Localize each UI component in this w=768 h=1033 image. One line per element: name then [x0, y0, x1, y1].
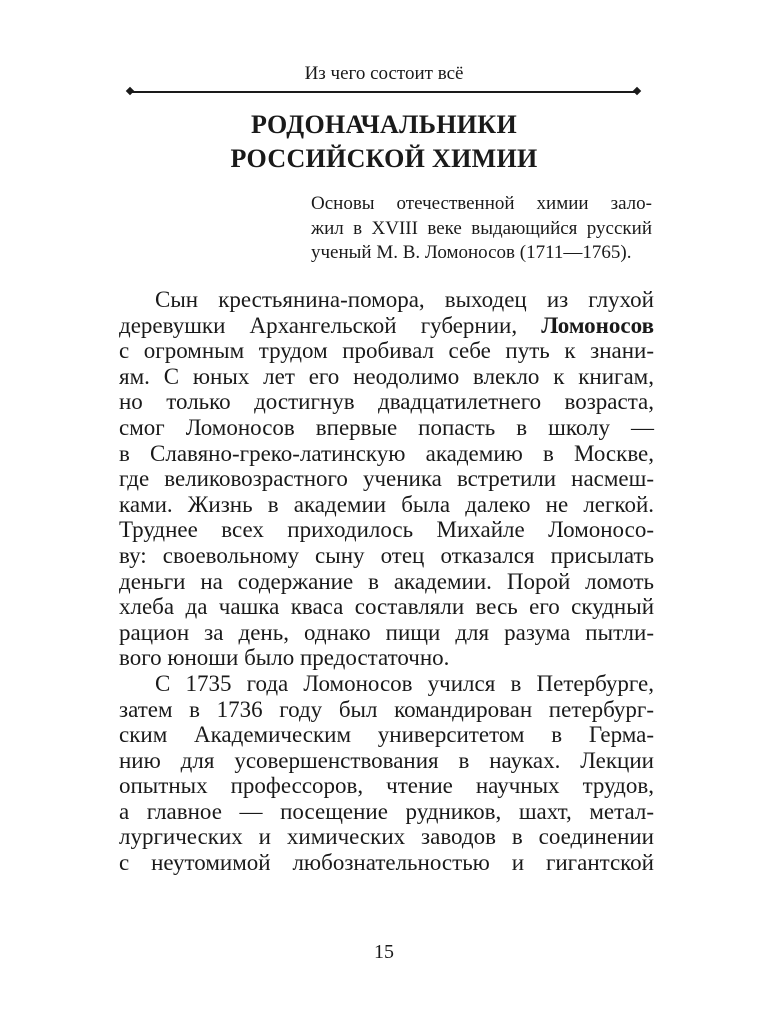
text-line: вого юноши было предостаточно.	[119, 645, 450, 671]
text-line: Сын крестьянина-помора, выходец из глухой	[155, 287, 654, 312]
text-line: но только достигнув двадцатилетнего возраста,	[119, 389, 654, 415]
text-line: ками. Жизнь в академии была далеко не легкой.	[119, 491, 654, 517]
text-line: лургических и химических заводов в соединении	[119, 824, 654, 850]
text-line: а главное — посещение рудников, шахт, метал-	[119, 798, 654, 824]
bold-name: Ломоносов	[541, 312, 654, 338]
text-line	[119, 313, 654, 339]
text-line: С 1735 года Ломоносов учился в Петербурге,	[155, 670, 654, 696]
text-line: ям. С юных лет его неодолимо влекло к книгам,	[119, 363, 654, 389]
text-line: с неутомимой любознательностью и гигантской	[119, 850, 654, 876]
page-number: 15	[374, 941, 394, 963]
text-line: в Славяно-греко-латинскую академию в Москве,	[119, 440, 654, 466]
epigraph-line: жил в XVIII веке выдающийся русский	[311, 217, 652, 239]
epigraph-line: ученый М. В. Ломоносов (1711—1765).	[311, 242, 632, 263]
chapter-title-line: РОДОНАЧАЛЬНИКИ	[251, 110, 517, 139]
text-line: рацион за день, однако пищи для разума пытли-	[119, 619, 654, 645]
text-line: нию для усовершенствования в науках. Лекции	[119, 747, 654, 773]
text-line: ву: своевольному сыну отец отказался присылать	[119, 542, 654, 568]
chapter-title-line: РОССИЙСКОЙ ХИМИИ	[230, 144, 538, 173]
text-line: смог Ломоносов впервые попасть в школу —	[119, 414, 654, 440]
paragraph	[119, 287, 654, 671]
text-line: Труднее всех приходилось Михайле Ломоносо-	[119, 517, 654, 543]
paragraph	[119, 671, 654, 876]
text-line: деньги на содержание в академии. Порой ломоть	[119, 568, 654, 594]
running-head-rule	[131, 91, 636, 93]
body-text	[119, 287, 654, 876]
text-line: где великовозрастного ученика встретили насмеш-	[119, 466, 654, 492]
text-fragment: деревушки Архангельской губернии,	[119, 312, 518, 338]
text-line: опытных профессоров, чтение научных трудов,	[119, 773, 654, 799]
text-line: затем в 1736 году был командирован петербург-	[119, 696, 654, 722]
running-head: Из чего состоит всё	[304, 63, 464, 84]
epigraph	[311, 192, 652, 266]
text-line: ским Академическим университетом в Герма-	[119, 722, 654, 748]
text-line: хлеба да чашка кваса составляли весь его скудный	[119, 594, 654, 620]
text-line: с огромным трудом пробивал себе путь к знани-	[119, 338, 654, 364]
chapter-title	[0, 108, 768, 176]
epigraph-line: Основы отечественной химии зало-	[311, 193, 652, 214]
